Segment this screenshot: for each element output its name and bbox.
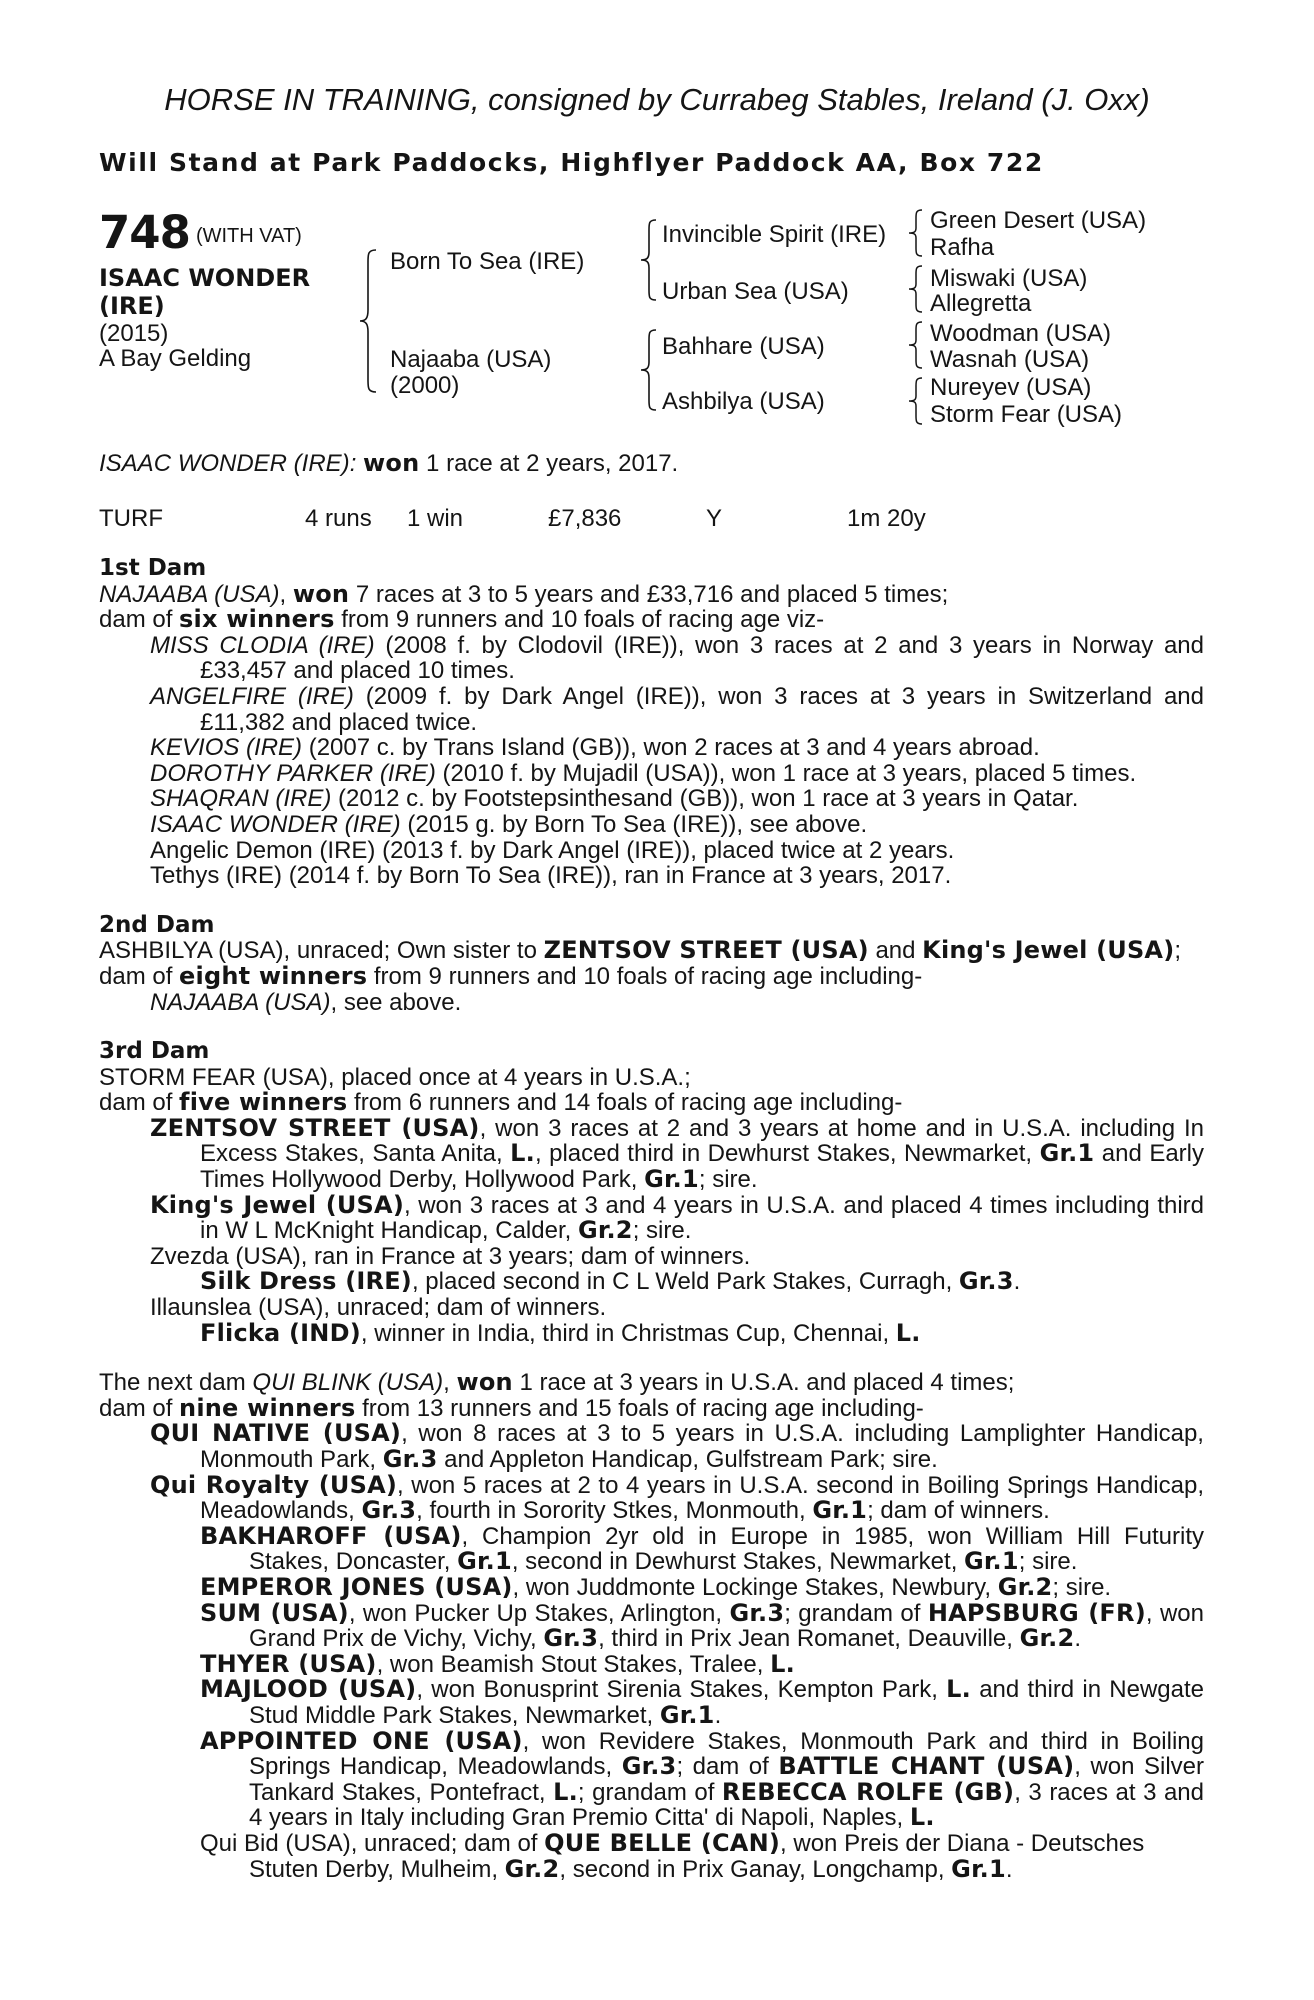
stand-location: Will Stand at Park Paddocks, Highflyer Paddock AA, Box 722 xyxy=(99,148,1044,177)
sire-line-brace xyxy=(638,218,660,302)
list-item: ANGELFIRE (IRE) (2009 f. by Dark Angel (IRE)), won 3 races at 3 years in Switzerland and £11,382 and placed twice. xyxy=(150,682,1204,736)
pedigree-sire-dam: Urban Sea (USA) xyxy=(662,278,849,305)
pedigree-sd-dam: Allegretta xyxy=(930,290,1032,317)
summary-rest: 1 race at 2 years, 2017. xyxy=(419,450,679,477)
consignment-heading: HORSE IN TRAINING, consigned by Currabeg Stables, Ireland (J. Oxx) xyxy=(164,82,1150,117)
list-item: Silk Dress (IRE), placed second in C L Weld Park Stakes, Curragh, Gr.3. xyxy=(200,1267,1021,1296)
list-item: Zvezda (USA), ran in France at 3 years; dam of winners. xyxy=(150,1242,751,1270)
list-item: DOROTHY PARKER (IRE) (2010 f. by Mujadil (USA)), won 1 race at 3 years, placed 5 times. xyxy=(150,759,1137,787)
second-dam-produce-summary: dam of eight winners from 9 runners and 10 foals of racing age including- xyxy=(99,961,923,990)
gen4-brace-4 xyxy=(906,376,926,426)
list-item: APPOINTED ONE (USA), won Revidere Stakes, Monmouth Park and third in Boiling Springs Handicap, Meadowlands, Gr.3; dam of BATTLE CHANT (USA), won Silver Tankard Stakes, Pontefract, L.; grandam of REBECCA ROLFE (GB), 3 races at 3 and 4 years in Italy including Gran Premio Citta' di Napoli, Naples, L. xyxy=(200,1726,1205,1832)
pedigree-sire: Born To Sea (IRE) xyxy=(390,248,585,275)
turf-runs: 4 runs xyxy=(305,505,372,532)
first-dam-heading: 1st Dam xyxy=(99,555,207,581)
turf-earnings: £7,836 xyxy=(548,505,622,532)
third-dam-record: STORM FEAR (USA), placed once at 4 years in U.S.A.; xyxy=(99,1063,691,1091)
list-item: MAJLOOD (USA), won Bonusprint Sirenia Stakes, Kempton Park, L. and third in Newgate Stud Middle Park Stakes, Newmarket, Gr.1. xyxy=(200,1675,1205,1729)
second-dam-record: ASHBILYA (USA), unraced; Own sister to ZENTSOV STREET (USA) and King's Jewel (USA); xyxy=(99,936,1182,965)
foaled-year: (2015) xyxy=(99,320,169,347)
pedigree-dd-dam: Storm Fear (USA) xyxy=(930,401,1123,428)
list-item: Qui Bid (USA), unraced; dam of QUE BELLE (CAN), won Preis der Diana - Deutsches Stuten Derby, Mulheim, Gr.2, second in Prix Ganay, Longchamp, Gr.1. xyxy=(200,1828,1145,1883)
turf-surface: TURF xyxy=(99,505,163,532)
first-dam-record: NAJAABA (USA), won 7 races at 3 to 5 years and £33,716 and placed 5 times; xyxy=(99,579,949,608)
vat-note: (WITH VAT) xyxy=(195,225,302,247)
horse-name-line1: ISAAC WONDER xyxy=(99,264,311,292)
horse-description: A Bay Gelding xyxy=(99,345,252,372)
turf-code: Y xyxy=(706,505,723,532)
list-item: EMPEROR JONES (USA), won Juddmonte Lockinge Stakes, Newbury, Gr.2; sire. xyxy=(200,1572,1112,1601)
list-item: SUM (USA), won Pucker Up Stakes, Arlington, Gr.3; grandam of HAPSBURG (FR), won Grand Prix de Vichy, Vichy, Gr.3, third in Prix Jean Romanet, Deauville, Gr.2. xyxy=(200,1598,1204,1653)
summary-horse: ISAAC WONDER (IRE) xyxy=(99,450,350,477)
pedigree-dam-year: (2000) xyxy=(390,372,460,399)
list-item: MISS CLODIA (IRE) (2008 f. by Clodovil (IRE)), won 3 races at 2 and 3 years in Norway and £33,457 and placed 10 times. xyxy=(150,631,1205,685)
dam-line-brace xyxy=(638,328,660,412)
lot-number-block xyxy=(99,206,302,259)
pedigree-ss-dam: Rafha xyxy=(930,234,995,261)
pedigree-ss-sire: Green Desert (USA) xyxy=(930,207,1147,234)
list-item: ZENTSOV STREET (USA), won 3 races at 2 and 3 years at home and in U.S.A. including In Excess Stakes, Santa Anita, L., placed third in Dewhurst Stakes, Newmarket, Gr.1 and Early Times Hollywood Derby, Hollywood Park, Gr.1; sire. xyxy=(150,1113,1204,1194)
first-dam-produce-summary: dam of six winners from 9 runners and 10 foals of racing age viz- xyxy=(99,605,825,634)
list-item: Qui Royalty (USA), won 5 races at 2 to 4 years in U.S.A. second in Boiling Springs Handicap, Meadowlands, Gr.3, fourth in Sorority Stkes, Monmouth, Gr.1; dam of winners. xyxy=(150,1470,1204,1525)
next-dam-produce-summary: dam of nine winners from 13 runners and 15 foals of racing age including- xyxy=(99,1393,924,1422)
list-item: Illaunslea (USA), unraced; dam of winners. xyxy=(150,1294,607,1322)
pedigree-dd-sire: Nureyev (USA) xyxy=(930,374,1092,401)
list-item: Angelic Demon (IRE) (2013 f. by Dark Angel (IRE)), placed twice at 2 years. xyxy=(150,836,955,864)
pedigree-dam-dam: Ashbilya (USA) xyxy=(662,388,825,415)
next-dam-record: The next dam QUI BLINK (USA), won 1 race at 3 years in U.S.A. and placed 4 times; xyxy=(99,1368,1015,1397)
pedigree-sire-sire: Invincible Spirit (IRE) xyxy=(662,221,887,248)
sire-dam-brace xyxy=(358,248,380,394)
third-dam-heading: 3rd Dam xyxy=(99,1038,210,1065)
summary-won: won xyxy=(363,449,420,477)
gen4-brace-1 xyxy=(906,208,926,258)
list-item: NAJAABA (USA), see above. xyxy=(150,988,462,1016)
turf-wins: 1 win xyxy=(407,505,464,532)
horse-name-line2: (IRE) xyxy=(99,292,165,320)
list-item: SHAQRAN (IRE) (2012 c. by Footstepsinthesand (GB)), won 1 race at 3 years in Qatar. xyxy=(150,785,1079,813)
list-item: King's Jewel (USA), won 3 races at 3 and 4 years in U.S.A. and placed 4 times including third in W L McKnight Handicap, Calder, Gr.2; sire. xyxy=(150,1190,1204,1245)
list-item: BAKHAROFF (USA), Champion 2yr old in Europe in 1985, won William Hill Futurity Stakes, Doncaster, Gr.1, second in Dewhurst Stakes, Newmarket, Gr.1; sire. xyxy=(200,1521,1204,1576)
list-item: QUI NATIVE (USA), won 8 races at 3 to 5 years in U.S.A. including Lamplighter Handicap, Monmouth Park, Gr.3 and Appleton Handicap, Gulfstream Park; sire. xyxy=(150,1419,1204,1473)
summary-colon: : xyxy=(349,450,364,477)
list-item: Tethys (IRE) (2014 f. by Born To Sea (IRE)), ran in France at 3 years, 2017. xyxy=(150,862,952,890)
third-dam-produce-summary: dam of five winners from 6 runners and 14 foals of racing age including- xyxy=(99,1088,903,1117)
list-item: ISAAC WONDER (IRE) (2015 g. by Born To Sea (IRE)), see above. xyxy=(150,810,868,838)
race-summary xyxy=(99,451,1204,477)
family-section xyxy=(99,556,1204,1882)
list-item: Flicka (IND), winner in India, third in Christmas Cup, Chennai, L. xyxy=(200,1318,921,1347)
list-item: KEVIOS (IRE) (2007 c. by Trans Island (GB)), won 2 races at 3 and 4 years abroad. xyxy=(150,734,1040,762)
turf-distance: 1m 20y xyxy=(847,505,926,532)
pedigree-dam: Najaaba (USA) xyxy=(390,346,552,373)
lot-number: 748 xyxy=(99,206,190,259)
pedigree-dam-sire: Bahhare (USA) xyxy=(662,333,825,360)
pedigree-ds-dam: Wasnah (USA) xyxy=(930,346,1090,373)
pedigree-ds-sire: Woodman (USA) xyxy=(930,320,1111,347)
gen4-brace-3 xyxy=(906,320,926,370)
pedigree-sd-sire: Miswaki (USA) xyxy=(930,265,1088,292)
second-dam-heading: 2nd Dam xyxy=(99,911,215,938)
gen4-brace-2 xyxy=(906,264,926,314)
list-item: THYER (USA), won Beamish Stout Stakes, Tralee, L. xyxy=(200,1649,795,1678)
